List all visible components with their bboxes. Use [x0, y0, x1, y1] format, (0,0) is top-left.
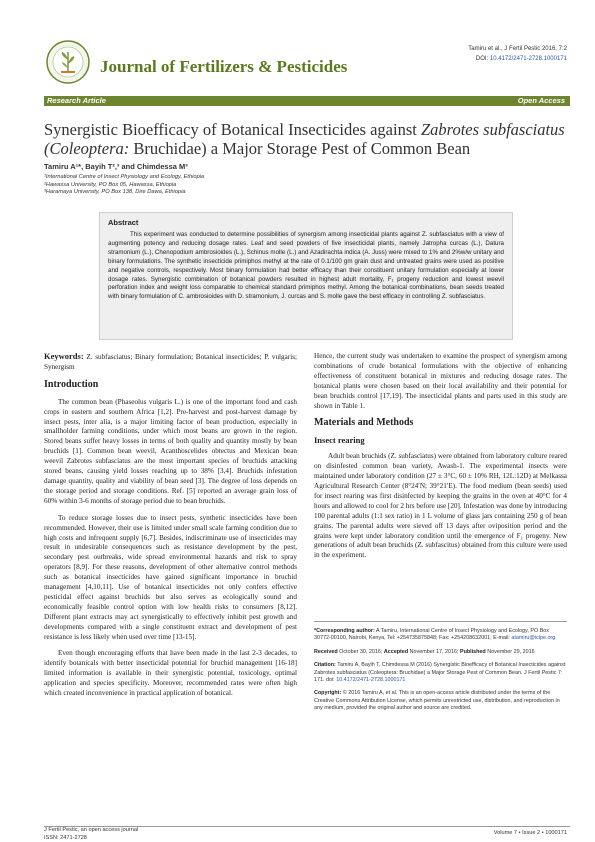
insect-rearing-heading: Insect rearing [314, 435, 365, 446]
doi-link[interactable]: 10.4172/2471-2728.1000171 [489, 56, 567, 62]
article-type-band [44, 96, 570, 106]
open-access-label: Open Access [517, 96, 565, 105]
corresponding-author: *Corresponding author: A Tamiru, International Centre of Insect Physiology and Ecology, PO Box 30772-00100, Nairobi, Kenya, Tel: +254735875848; Fax: +254208632001; E-mail: atamiru@icipe.org [314, 628, 556, 642]
keywords [44, 352, 297, 373]
research-article-label: Research Article [47, 96, 106, 105]
introduction-heading: Introduction [44, 378, 99, 390]
affiliation-1: ¹International Centre of Insect Physiology and Ecology, Ethiopia [44, 174, 205, 180]
journal-title: Journal of Fertilizers & Pesticides [100, 57, 348, 76]
affiliation-3: ³Haramaya University, PO Box 138, Dire Dawa, Ethiopia [44, 189, 186, 195]
header-citation [468, 44, 567, 64]
right-column [314, 352, 567, 568]
footnotes [314, 621, 567, 719]
citation-doi-link[interactable]: 10.4172/2471-2728.1000171 [336, 677, 406, 684]
intro-paragraph-2: To reduce storage losses due to insect pests, synthetic insecticides have been recommended. However, their use is limited under small scale farming condition due to high costs and infrequent supply [6,7]. Besides, indiscriminate use of insecticides may result in undesirable consequences such as resistance development by the pest, secondary pest outbreaks, wide spread environmental hazards and risk to spray operators [8,9]. For these reasons, development of other alternative control methods such as botanical insecticides have gained significant importance in bruchid management [4,10,11]. Use of botanical insecticides not only confers effective pesticidal effect against bruchids but also serves as ecologically sound and economically feasible control option with low health risks to consumers [8,12]. Different plant extracts may act synergistically to effectively inhibit pest growth and developments compared with a single constituent extract and development of pest resistance is less likely when used over time [13-15]. [44, 513, 297, 641]
abstract-text: This experiment was conducted to determine possibilities of synergism among insecticidal plants against Z. subfasciatus with a view of augmenting potency and reducing dosage rates. Leaf and seed powders of five insecticidal plants, namely Jatropha curcas (L.), Datura stramonium (L.), Chenopodium ambrosioides (L.), Schinus molle (L.) and Azadirachta indica (A. Juss) were mixed to 1% and 2%w/w unitary and binary formulations. The synthetic insecticide primiphos methyl at the rate of 0.1/100 gm grain dust and untreated grains were used as positive and negative controls, respectively. Most binary formulation had better efficacy than their constituent unitary formulation especially at lower dosage rates. Synergistic combination of botanical powders resulted in highest adult mortality, F₁ progeny reduction and lowest weevil perforation index and weight loss comparable to chemical standard primiphos methyl. Among the botanical combinations, bean seeds treated with binary formulation of C. ambrosioides with D. stramonium, J. curcas and S. molle gave the best efficacy in controlling Z. subfasciatus. [108, 231, 504, 301]
abstract-heading: Abstract [108, 218, 139, 227]
abstract-box [99, 212, 513, 340]
journal-logo [46, 40, 90, 84]
footer-volume: Volume 7 • Issue 2 • 1000171 [493, 830, 567, 836]
footer-journal-line: J Fertil Pestic, an open access journal [44, 827, 139, 833]
methods-heading: Materials and Methods [314, 417, 414, 429]
affiliation-2: ²Hawassa University, PO Box 05, Hawassa, Ethiopia [44, 181, 177, 188]
title-part-2: Bruchidae) a Major Storage Pest of Common Bean [129, 139, 471, 158]
intro-paragraph-3: Even though encouraging efforts that have been made in the last 2-3 decades, to identify botanicals with better insecticidal potential for bruchid management [16-18] limited information is available in their synergistic potential, toxicology, optimal application and species specificity. Moreover, recommended rates were often high which created inconvenience in practical application of botanical. [44, 649, 297, 698]
copyright: Copyright: © 2016 Tamiru A, et al. This is an open-access article distributed under the terms of the Creative Commons Attribution License, which permits unrestricted use, distribution, and reproduction in any medium, provided the original author and source are credited. [314, 690, 560, 712]
keywords-label: Keywords: [44, 351, 84, 361]
email-link[interactable]: atamiru@icipe.org [511, 635, 556, 642]
footer-journal-info [44, 826, 138, 842]
insect-rearing-paragraph: Adult bean bruchids (Z. subfasciatus) were obtained from laboratory culture reared on disinfested common bean variety, Awash-1. The experimental insects were maintained under laboratory condition (27 ± 3°C, 60 ± 10% RH, 12L:12D) at Melkassa Agricultural Research Center (8°24′N; 39°21′E). The food medium (bean seeds) used for insect rearing was first disinfected by keeping the grains in the oven at 40°C for 4 hours and allowed to cool for 2 hrs before use [20]. Infestation was done by introducing 100 parental adults (1:1 sex ratio) in 1 L volume of glass jars containing 250 g of bean grains. The parental adults were sieved off 13 days after oviposition period and the grains were kept under laboratory condition until the emergence of F₁ progeny. New generations of adult bean bruchids (Z. subfascitus) obtained from this culture were used in the experiment. [314, 452, 567, 560]
doi-line [468, 54, 567, 64]
article-title [44, 120, 568, 158]
title-part-1: Synergistic Bioefficacy of Botanical Insecticides against [44, 120, 421, 139]
authors: Tamiru A¹*, Bayih T²,³ and Chimdessa M³ [44, 162, 188, 171]
citation-short: Tamiru et al., J Fertil Pestic 2016, 7:2 [468, 46, 567, 52]
affiliations [44, 174, 204, 197]
citation: Citation: Tamiru A, Bayih T, Chimdessa M (2016) Synergistic Bioefficacy of Botanical Insecticides against Zabrotes subfasciatus (Coleoptera: Bruchidae) a Major Storage Pest of Common Bean. J Fertil Pestic 7: 171. doi: 10.4172/2471-2728.1000171 [314, 662, 566, 684]
intro-continued: Hence, the current study was undertaken to examine the prospect of synergism among combinations of crude botanical formulations with the objective of enhancing effectiveness of constituent botanical in mixtures and reducing dosage rates. The botanical plants were chosen based on their local availability and their potential for bean bruchids control [17,19]. The insecticidal plants and parts used in this study are shown in Table 1. [314, 352, 567, 410]
title-italic-species: Zabrotes subfasciatus (Coleoptera: [44, 120, 565, 158]
footer-issn: ISSN: 2471-2728 [44, 835, 87, 841]
intro-paragraph-1: The common bean (Phaseolus vulgaris L.) is one of the important food and cash crops in eastern and southern Africa [1,2]. Pre-harvest and post-harvest damage by insect pests, inter alia, is a major limiting factor of bean production, especially in smallholder farming conditions, under which most beans are grown in the region. Stored beans suffer heavy losses in terms of both quality and quantity mostly by bean bruchids [1]. Common bean weevil, Acanthoscelides obtectus and Mexican bean weevil Zabrotes subfasciatus are the most important species of bruchids attacking stored beans, causing yield losses reaching up to 38% [3,4]. Bruchids infestation damage quantity, quality and viability of bean seed [3]. The degree of loss depends on the storage period and storage conditions. Ref. [5] reported an average grain loss of 60% within 3-6 months of storage period due to bean bruchids. [44, 397, 297, 505]
dates: Received October 30, 2016; Accepted November 17, 2016; Published November 29, 2016 [314, 648, 535, 655]
doi-label: DOI: [475, 56, 490, 62]
keywords-text: Z. subfasciatus; Binary formulation; Botanical insecticides; P. vulgaris; Synergism [44, 353, 298, 371]
left-column [44, 352, 297, 706]
